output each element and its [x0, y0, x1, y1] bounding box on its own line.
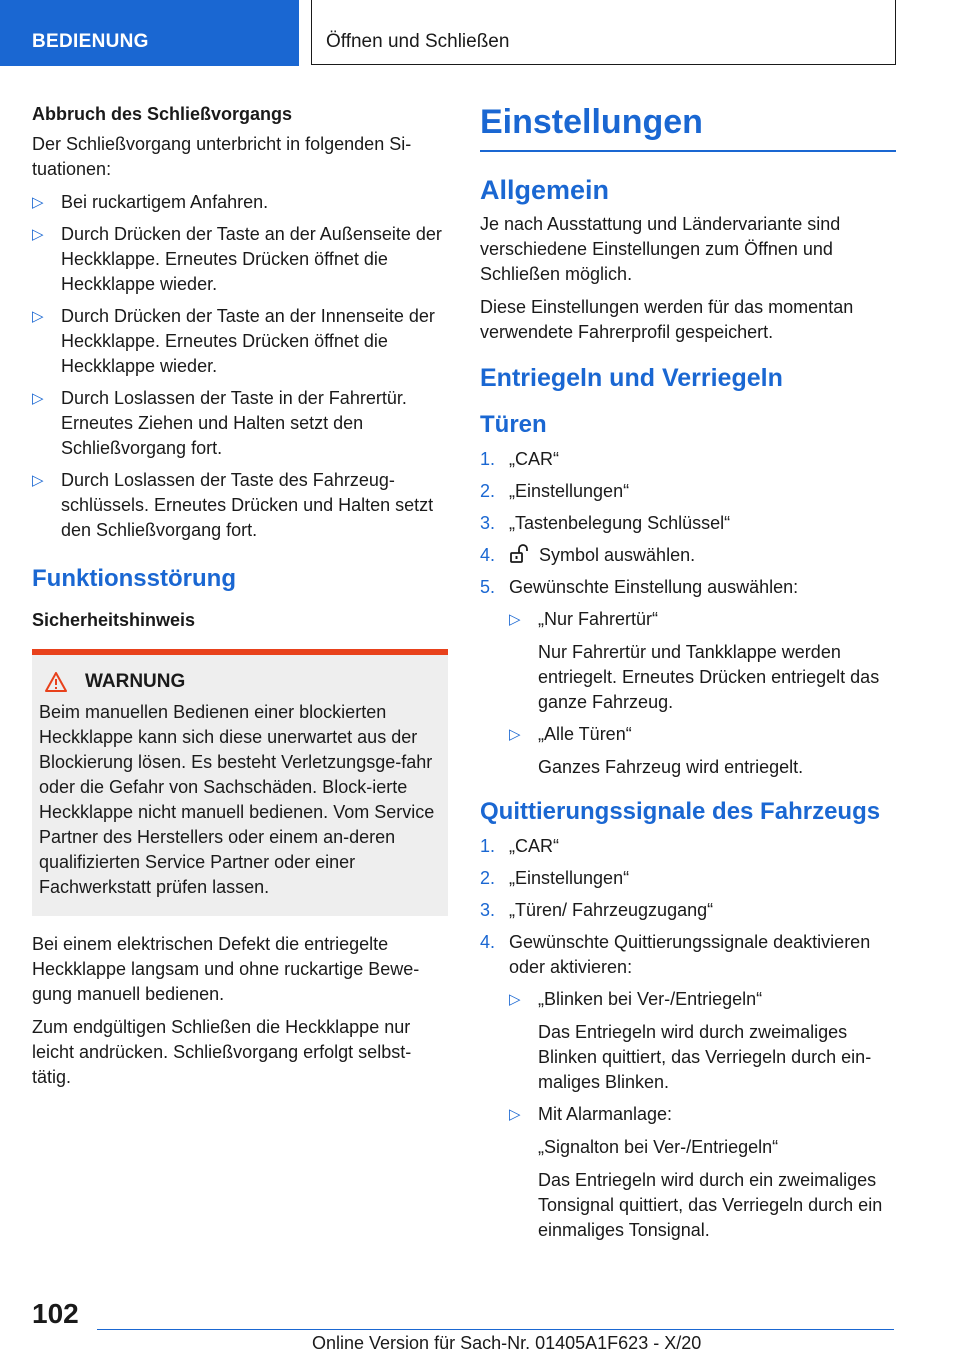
- chapter-header: [311, 0, 896, 65]
- ack-options: [509, 987, 896, 1243]
- section-tab: [0, 0, 299, 66]
- safety-heading: Sicherheitshinweis: [32, 610, 196, 630]
- triangle-right-icon: ▷: [32, 194, 44, 211]
- unlock-heading: Entriegeln und Verriegeln: [480, 364, 783, 392]
- ack-heading: Quittierungssignale des Fahrzeugs: [480, 798, 881, 825]
- triangle-right-icon: ▷: [32, 308, 44, 325]
- triangle-right-icon: ▷: [509, 726, 521, 743]
- list-item: ▷ Durch Drücken der Taste an der Außenseite der Heckklappe. Erneutes Drücken öffnet die Heckklappe wieder.: [32, 224, 442, 294]
- general-paragraph-1: Je nach Ausstattung und Ländervariante sind verschiedene Einstellungen zum Öffnen und Schließen möglich.: [480, 214, 841, 284]
- triangle-right-icon: ▷: [509, 1106, 521, 1123]
- list-item: 3. „Tastenbelegung Schlüssel“: [480, 513, 731, 533]
- general-paragraph-2: Diese Einstellungen werden für das momentan verwendete Fahrerprofil gespeichert.: [480, 297, 854, 342]
- chapter-title: Öffnen und Schließen: [326, 31, 510, 52]
- list-item: ▷ „Alle Türen“ Ganzes Fahrzeug wird entriegelt.: [509, 724, 804, 777]
- abort-title: Abbruch des Schließvorgangs: [32, 104, 293, 124]
- doors-options: [509, 607, 896, 780]
- doors-heading: Türen: [480, 411, 547, 438]
- defect-paragraph: Bei einem elektrischen Defekt die entriegelte Heckklappe langsam und ohne ruckartige Bewe-gung manuell bedienen.: [32, 934, 420, 1004]
- list-item: 4. Symbol auswählen.: [480, 545, 696, 565]
- triangle-right-icon: ▷: [32, 472, 44, 489]
- warning-triangle-icon: [45, 672, 67, 692]
- list-item: 2. „Einstellungen“: [480, 868, 630, 888]
- abort-list: [32, 190, 448, 543]
- list-item: ▷ „Blinken bei Ver-/Entriegeln“ Das Entriegeln wird durch zweimaliges Blinken quittiert, das Verriegeln durch ein-maliges Blinken.: [509, 989, 872, 1092]
- list-item: 1. „CAR“: [480, 449, 559, 469]
- warning-label: WARNUNG: [85, 671, 186, 692]
- list-item: ▷ Mit Alarmanlage: „Signalton bei Ver-/Entriegeln“ Das Entriegeln wird durch ein zweimaliges Tonsignal quittiert, das Verriegeln durch ein einmaliges Tonsignal.: [509, 1104, 883, 1240]
- closing-paragraph: Zum endgültigen Schließen die Heckklappe nur leicht andrücken. Schließvorgang erfolgt selbst-tätig.: [32, 1017, 412, 1087]
- triangle-right-icon: ▷: [509, 611, 521, 628]
- triangle-right-icon: ▷: [32, 390, 44, 407]
- footer-version: Online Version für Sach-Nr. 01405A1F623 - X/20: [312, 1333, 702, 1353]
- list-item: 4. Gewünschte Quittierungssignale deaktivieren oder aktivieren: ▷ „Blinken bei Ver-/Entriegeln“ Das Entriegeln wird durch zweimaliges Blinken quittiert, das Verriegeln durch ein-maliges Blinken. ▷ Mit Alarmanlage: „Signalton bei Ver-/Entriegeln“ Das Entriegeln wird durch ein zweimaliges Tonsignal quittiert, das Verriegeln durch ein einmaliges Tonsignal.: [480, 930, 896, 1243]
- triangle-right-icon: ▷: [32, 226, 44, 243]
- right-column: [480, 100, 896, 1251]
- list-item: ▷ Bei ruckartigem Anfahren.: [32, 190, 448, 215]
- list-item: ▷ Durch Loslassen der Taste des Fahrzeug-schlüssels. Erneutes Drücken und Halten setzt den Schließvorgang fort.: [32, 470, 434, 540]
- list-item: ▷ „Nur Fahrertür“ Nur Fahrertür und Tankklappe werden entriegelt. Erneutes Drücken entriegelt das ganze Fahrzeug.: [509, 609, 880, 712]
- warning-box: [32, 649, 448, 916]
- list-item: 1. „CAR“: [480, 836, 559, 856]
- unlock-icon: [509, 544, 531, 564]
- left-column: [32, 102, 448, 1098]
- ack-steps: [480, 834, 896, 1243]
- warning-header: [39, 669, 441, 694]
- abort-intro: Der Schließvorgang unterbricht in folgenden Si-tuationen:: [32, 134, 412, 179]
- doors-steps: [480, 447, 896, 780]
- warning-text: Beim manuellen Bedienen einer blockierten Heckklappe kann sich diese unerwartet aus der Blockierung lösen. Es besteht Verletzungsge-fahr oder die Gefahr von Sachschäden. Block-ierte Heckklappe nicht manuell bedienen. Vom Service Partner des Herstellers oder einem an-deren qualifizierten Service Partner oder einer Fachwerkstatt prüfen lassen.: [39, 702, 435, 897]
- list-item: ▷ Durch Drücken der Taste an der Innenseite der Heckklappe. Erneutes Drücken öffnet die Heckklappe wieder.: [32, 306, 435, 376]
- triangle-right-icon: ▷: [509, 991, 521, 1008]
- page-title: Einstellungen: [480, 100, 896, 152]
- footer-divider: [97, 1329, 894, 1330]
- list-item: 3. „Türen/ Fahrzeugzugang“: [480, 900, 714, 920]
- section-label: BEDIENUNG: [32, 31, 149, 52]
- list-item: ▷ Durch Loslassen der Taste in der Fahrertür. Erneutes Ziehen und Halten setzt den Schließvorgang fort.: [32, 388, 407, 458]
- malfunction-heading: Funktionsstörung: [32, 565, 236, 592]
- general-heading: Allgemein: [480, 175, 610, 205]
- list-item: 5. Gewünschte Einstellung auswählen: ▷ „Nur Fahrertür“ Nur Fahrertür und Tankklappe werden entriegelt. Erneutes Drücken entriegelt das ganze Fahrzeug. ▷ „Alle Türen“ Ganzes Fahrzeug wird entriegelt.: [480, 575, 896, 780]
- page-number: 102: [32, 1298, 79, 1329]
- list-item: 2. „Einstellungen“: [480, 481, 630, 501]
